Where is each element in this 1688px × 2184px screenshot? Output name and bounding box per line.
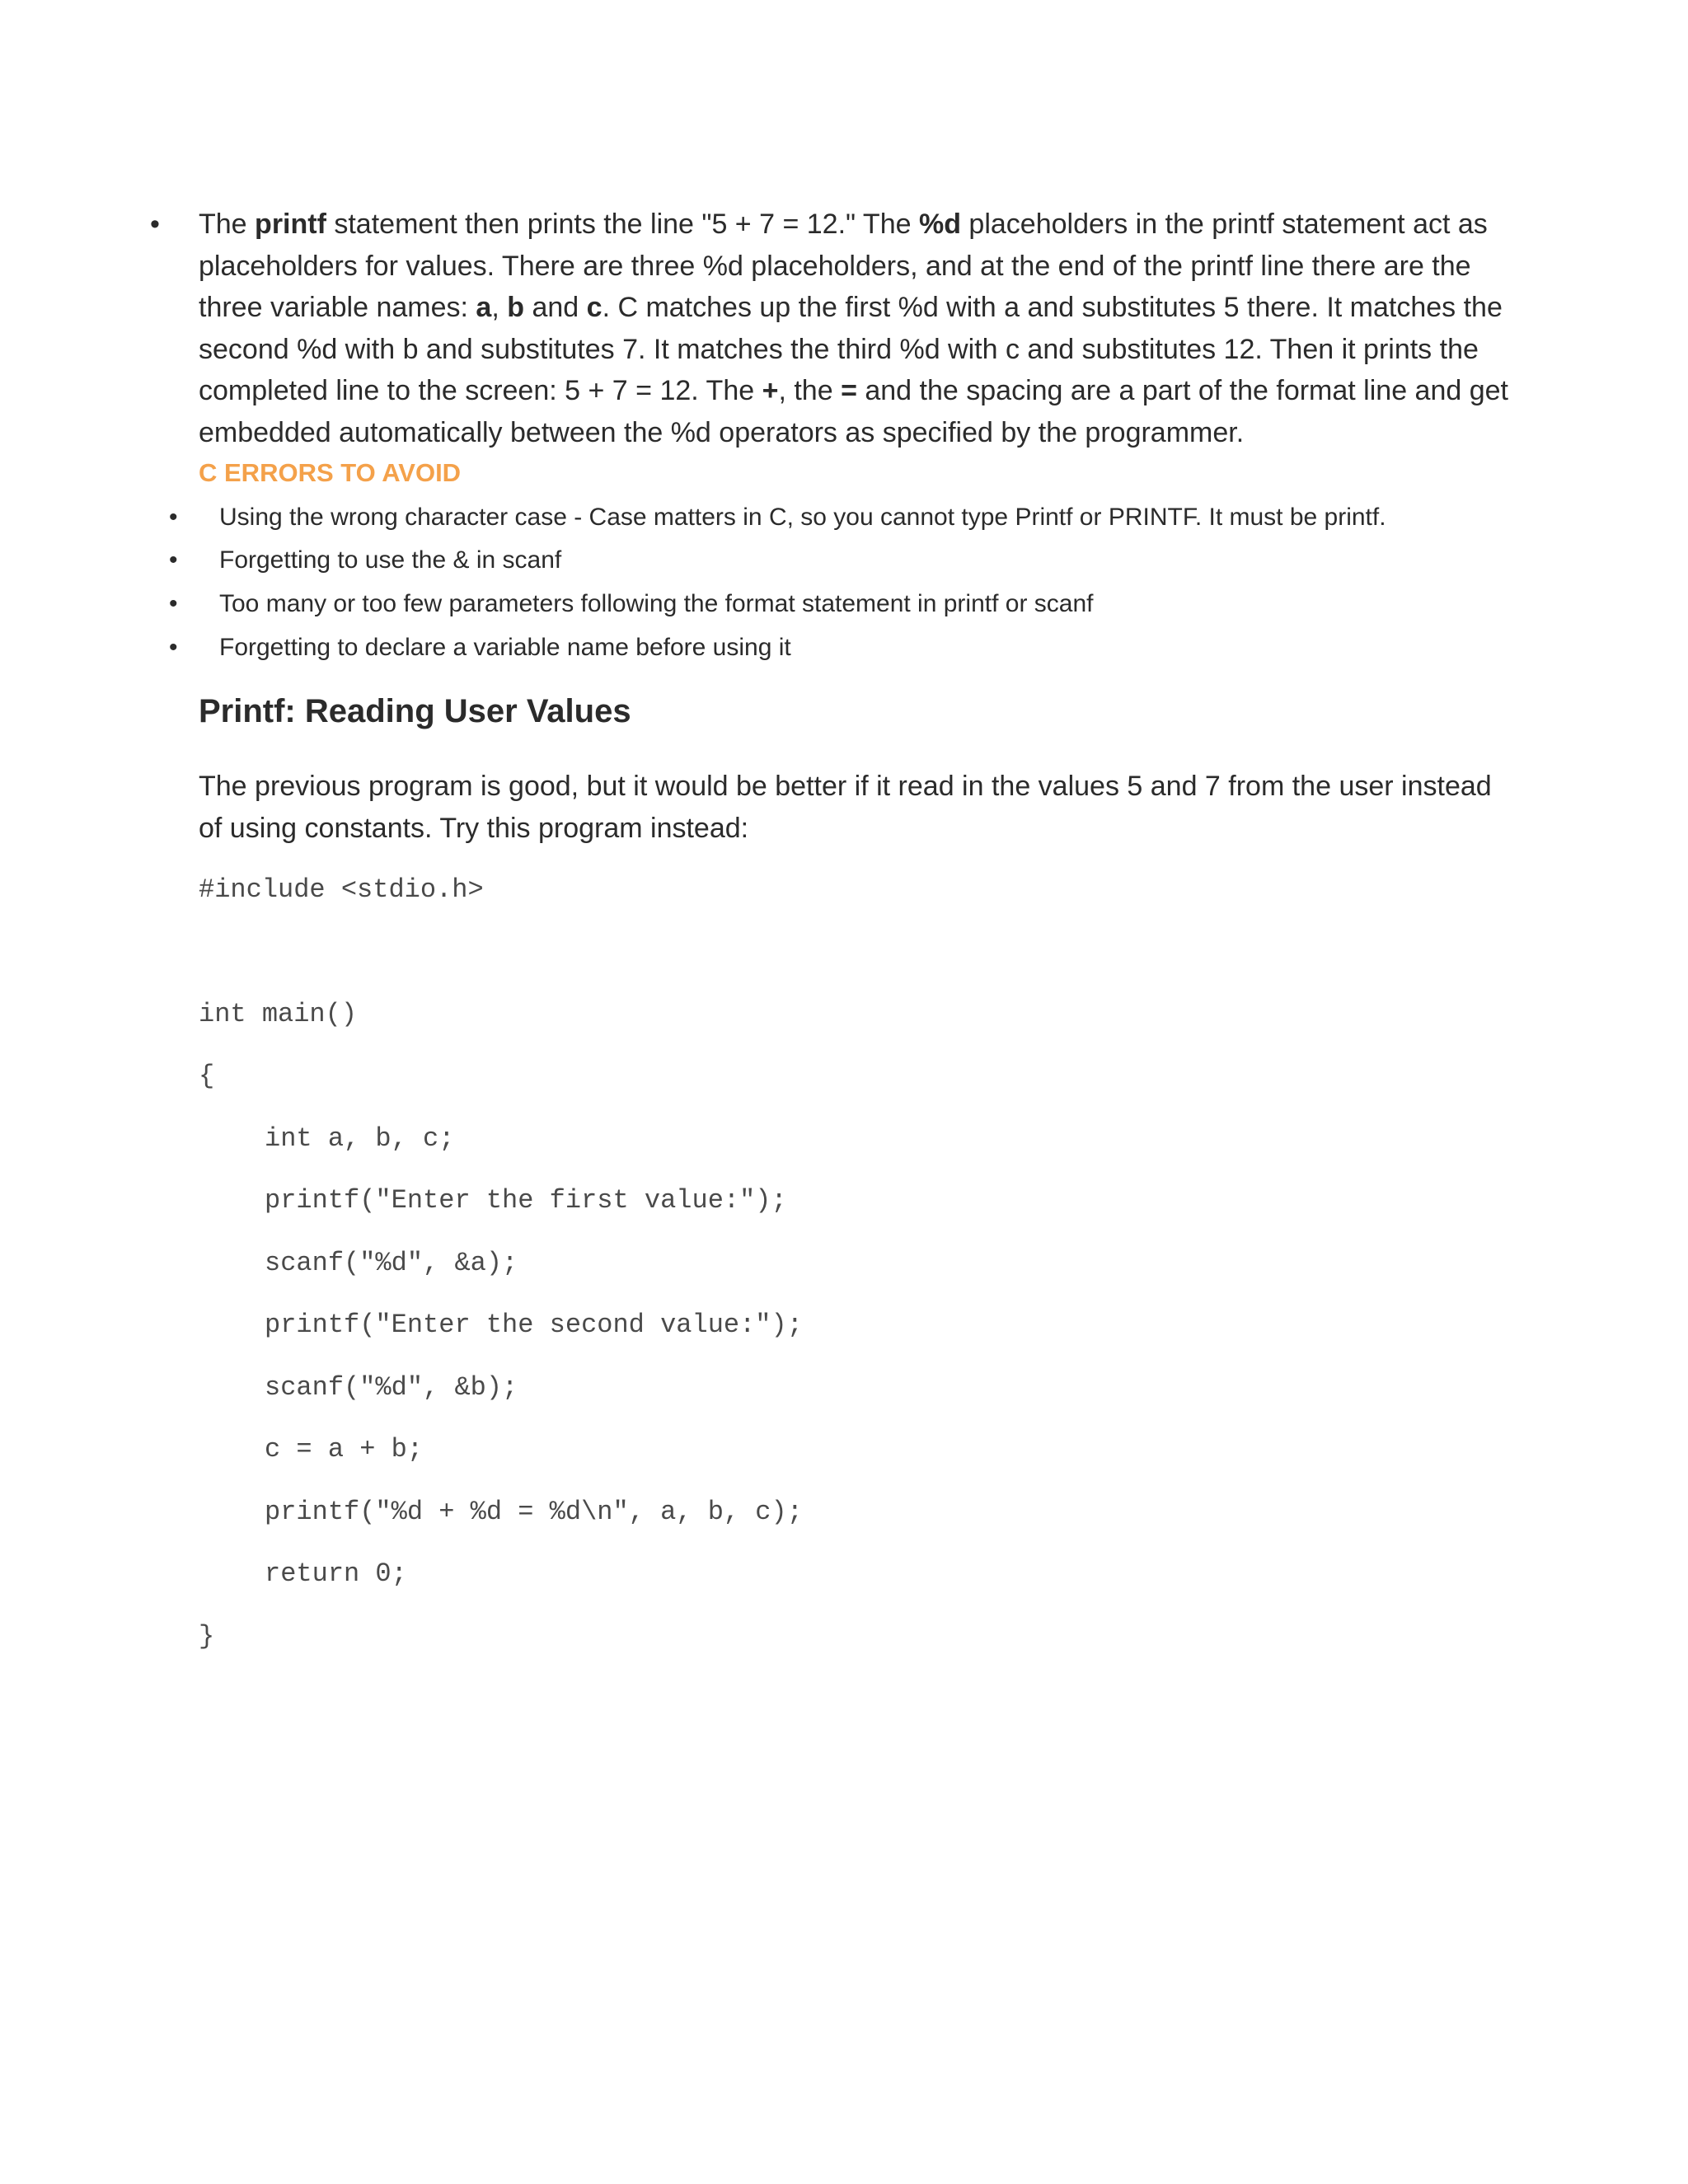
para-bold-plus: +	[762, 375, 779, 406]
errors-heading: C ERRORS TO AVOID	[199, 458, 462, 487]
error-item-text: Forgetting to declare a variable name before using it	[219, 634, 791, 661]
para-text-6: . C matches up the first %d with a and substitutes 5 there. It matches the second %d with b and substitutes 7. It matches the third %d with c and substitutes 12. Then it prints the completed line to the screen: 5 + 7 = 12. The	[199, 292, 1503, 406]
para-bold-b: b	[507, 292, 525, 323]
code-line: c = a + b;	[265, 1434, 424, 1465]
para-bold-a: a	[476, 292, 492, 323]
bullet-marker: •	[169, 504, 178, 531]
code-line: printf("%d + %d = %d\n", a, b, c);	[265, 1497, 803, 1527]
bullet-marker: •	[150, 209, 160, 240]
code-line: int main()	[199, 999, 358, 1029]
para-bold-printf: printf	[255, 209, 326, 240]
para-text-1: The	[199, 209, 256, 240]
code-line: scanf("%d", &b);	[265, 1372, 518, 1403]
error-item-text: Too many or too few parameters following the format statement in printf or scanf	[219, 590, 1094, 617]
bullet-marker: •	[169, 546, 178, 574]
para-text-2: statement then prints the line "5 + 7 = 12." The	[326, 209, 919, 240]
code-line: {	[199, 1061, 215, 1091]
para-bold-equals: =	[841, 375, 857, 406]
error-item-text: Forgetting to use the & in scanf	[219, 546, 562, 574]
code-line: scanf("%d", &a);	[265, 1248, 518, 1278]
para-text-5: and	[524, 292, 587, 323]
para-text-8: and the spacing are a part of the format line and get embedded automatically between the %d operators as specified by the programmer.	[199, 375, 1508, 448]
section-title: Printf: Reading User Values	[199, 693, 631, 729]
para-text-4: ,	[491, 292, 508, 323]
para-text-3: placeholders in the printf statement act as placeholders for values. There are three %d placeholders, and at the end of the printf line there are the three variable names:	[199, 209, 1488, 323]
code-line: return 0;	[265, 1558, 407, 1589]
bullet-marker: •	[169, 634, 178, 661]
para-bold-c: c	[586, 292, 603, 323]
code-line: #include <stdio.h>	[199, 874, 484, 905]
para-text-7: , the	[778, 375, 842, 406]
error-item-text: Using the wrong character case - Case matters in C, so you cannot type Printf or PRINTF. It must be printf.	[219, 504, 1386, 531]
code-line: }	[199, 1621, 215, 1652]
printf-explanation-paragraph	[199, 204, 1509, 453]
intro-paragraph: The previous program is good, but it would be better if it read in the values 5 and 7 from the user instead of using constants. Try this program instead:	[199, 771, 1492, 844]
code-line: int a, b, c;	[265, 1123, 455, 1154]
code-line: printf("Enter the first value:");	[265, 1185, 787, 1216]
bullet-marker: •	[169, 590, 178, 617]
code-line: printf("Enter the second value:");	[265, 1310, 803, 1340]
para-bold-placeholder: %d	[918, 209, 961, 240]
